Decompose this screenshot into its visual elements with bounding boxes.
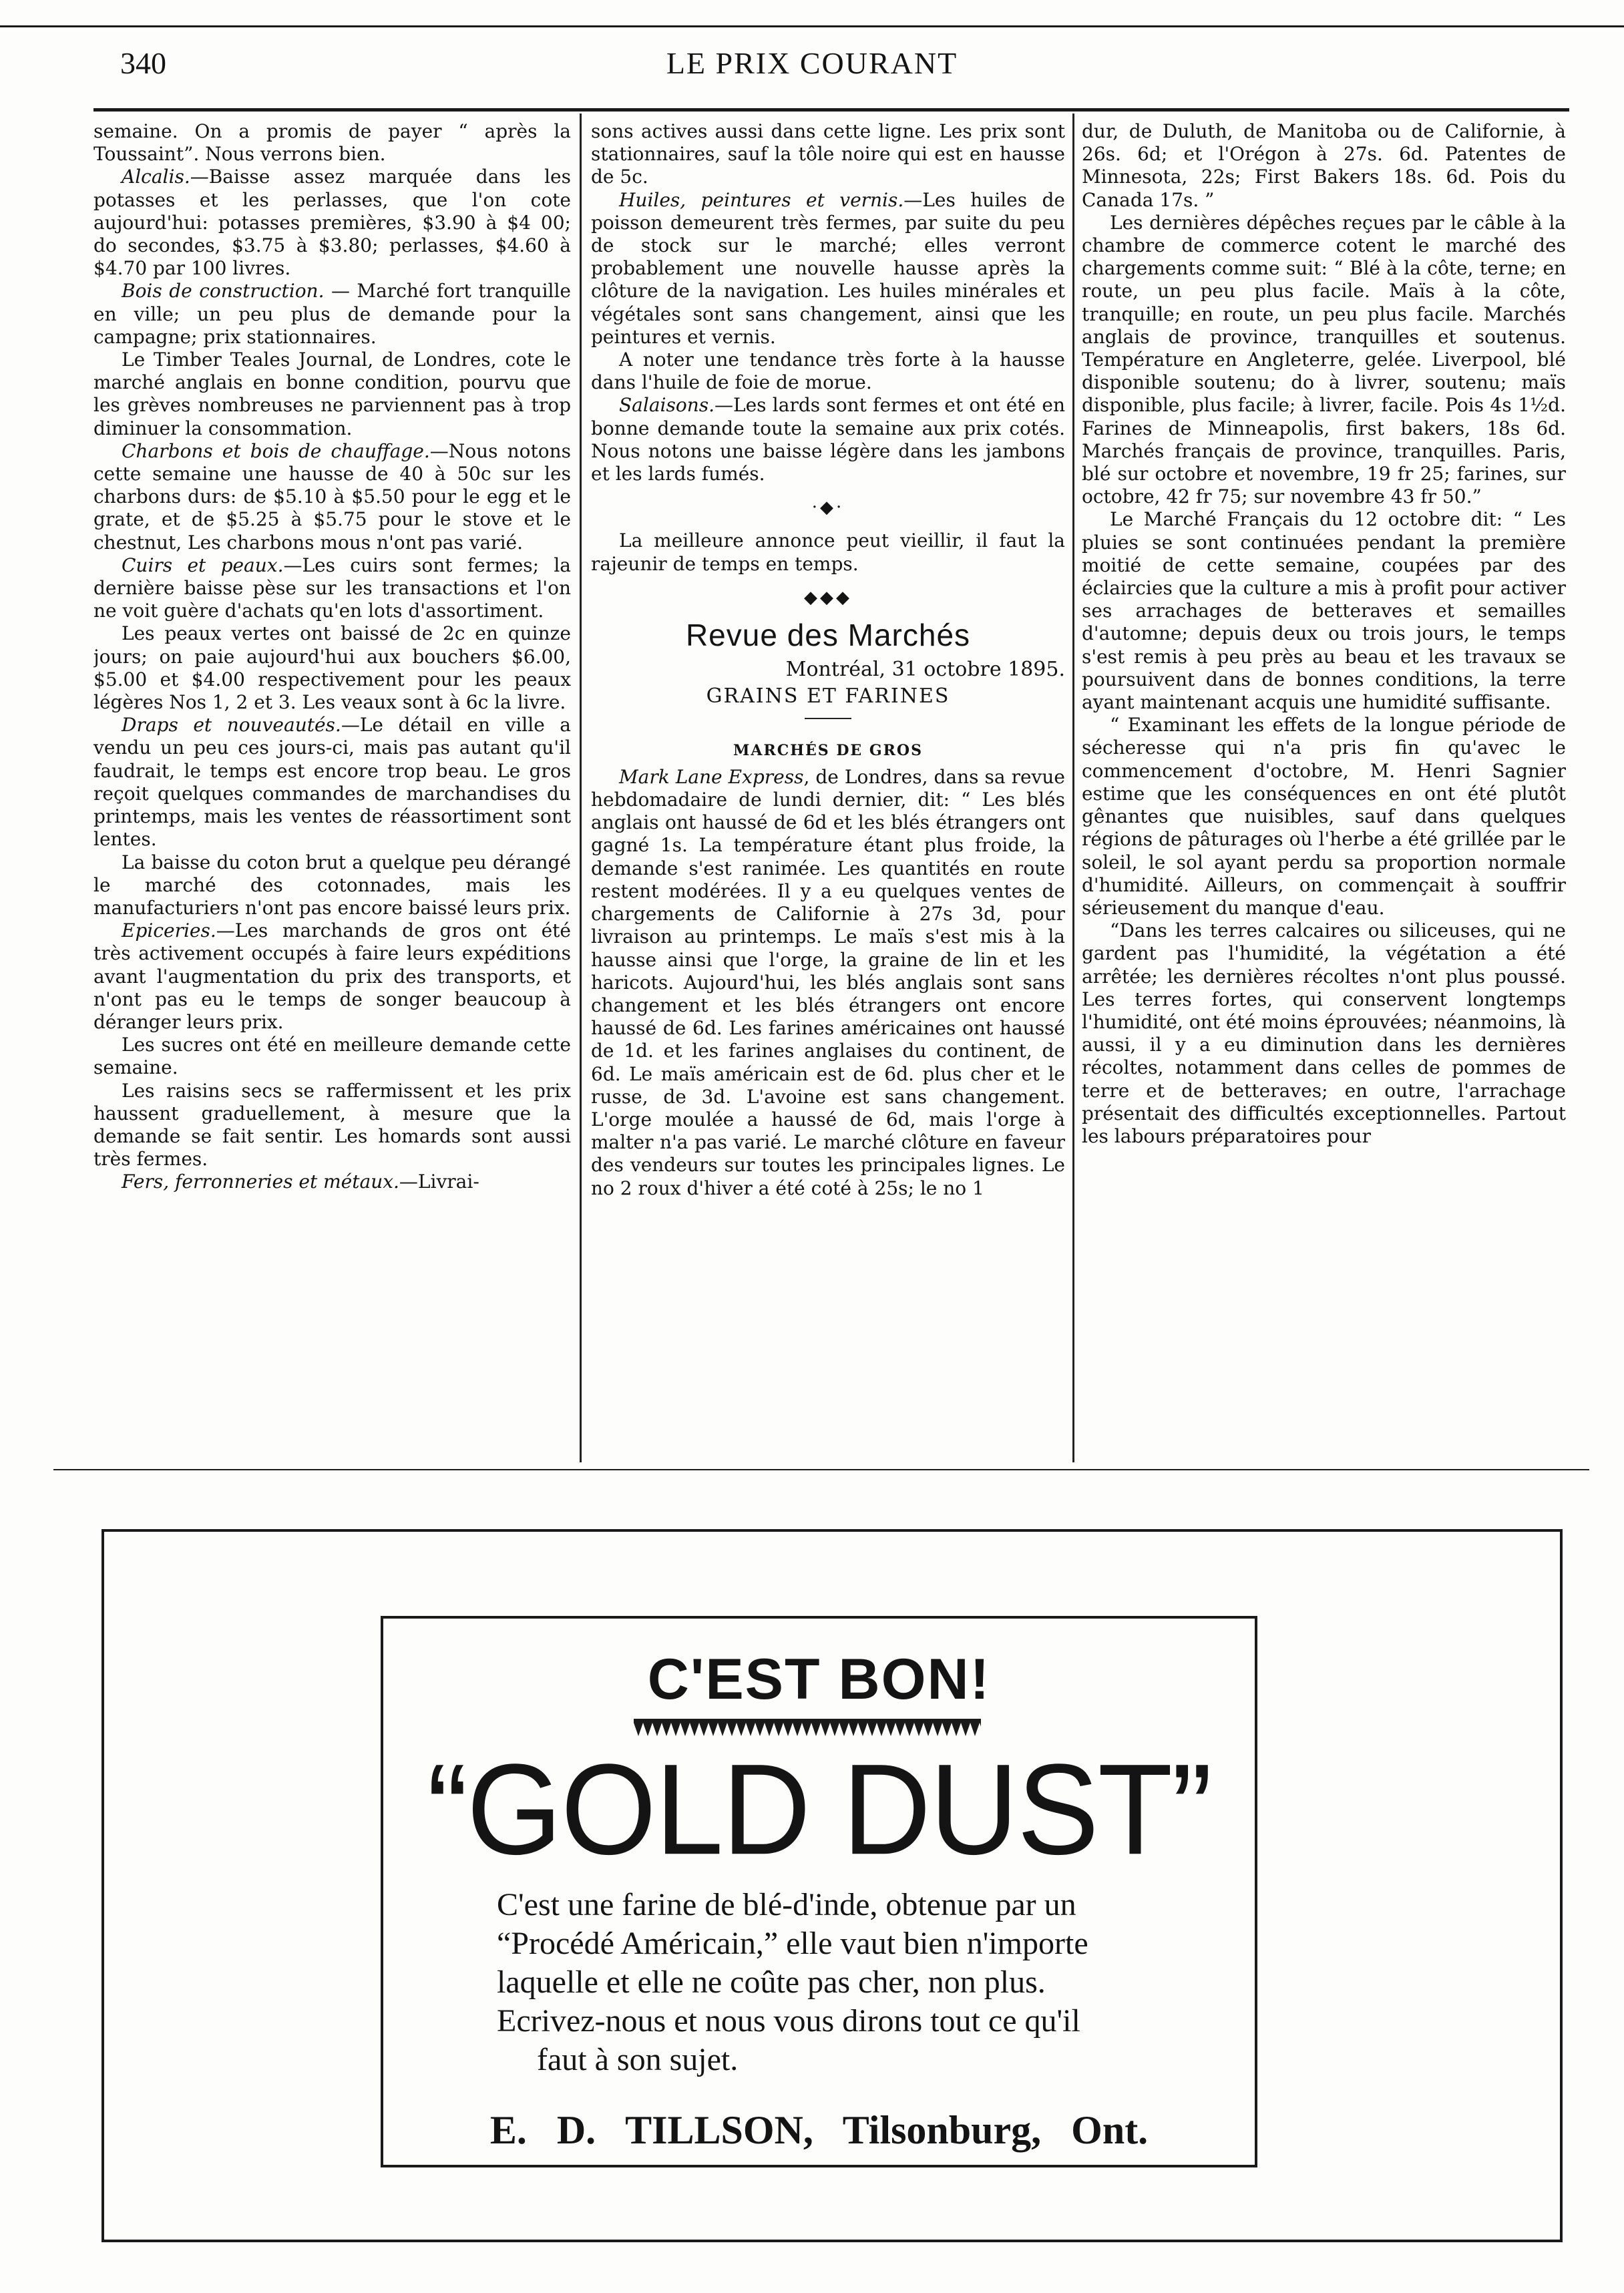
paragraph-text: — Marché fort tranquille en ville; un peu plus de demande pour la campagne; prix stationnaires. (93, 280, 571, 348)
paragraph (93, 349, 571, 440)
paragraph-text: Le Marché Français du 12 octobre dit: “ Les pluies se sont continuées pendant la première moitié de cette semaine, coupées par des éclaircies que la culture a mis à profit pour activer ses arrachages de betteraves et semailles d'automne; depuis deux ou trois jours, le temps s'est remis à peu près au beau et les travaux se poursuivent dans de bonnes conditions, la terre ayant maintenant acquis une humidité suffisante. (1082, 508, 1566, 714)
paragraph (93, 120, 571, 166)
zigzag-ornament (634, 1719, 981, 1737)
column-separator-2 (1072, 114, 1074, 1462)
paragraph-text: Les raisins secs se raffermissent et les prix haussent graduellement, à mesure que la demande se fait sentir. Les homards sont aussi très fermes. (93, 1079, 571, 1171)
paragraph (1082, 508, 1566, 714)
dateline: Montréal, 31 octobre 1895. (785, 658, 1065, 682)
paragraph-text: dur, de Duluth, de Manitoba ou de Californie, à 26s. 6d; et l'Orégon à 27s. 6d. Patentes de Minnesota, 22s; First Bakers 18s. 6d. Pois du Canada 17s. ” (1082, 120, 1566, 211)
paragraph-text: La baisse du coton brut a quelque peu dérangé le marché des cotonnades, mais les manufacturiers n'ont pas encore baissé leurs prix. (93, 851, 571, 919)
paragraph-lead: Huiles, peintures et vernis. (619, 188, 904, 211)
paragraph-lead: Salaisons. (619, 394, 715, 417)
paragraph-lead: Bois de construction. (122, 280, 325, 302)
header-rule (93, 108, 1569, 112)
paragraph-text: Le Timber Teales Journal, de Londres, cote le marché anglais en bonne condition, pourvu que les grèves nombreuses ne parviennent pas à trop diminuer la consommation. (93, 349, 571, 439)
columns-bottom-rule (53, 1469, 1589, 1470)
page-number: 340 (120, 46, 166, 80)
paragraph-text: —Nous notons cette semaine une hausse de 40 à 50c sur les charbons durs: de $5.10 à $5.50 pour le egg et le grate, et de $5.25 à $5.75 pour le stove et le chestnut, Les charbons mous n'ont pas varié. (93, 439, 571, 554)
paragraph (93, 919, 571, 1034)
paragraph (93, 1171, 571, 1193)
paragraph (1082, 919, 1566, 1148)
column-2 (591, 120, 1065, 1449)
page-header (0, 41, 1624, 95)
paragraph (1082, 212, 1566, 509)
paragraph-text: Les dernières dépêches reçues par le câble à la chambre de commerce cotent le marché des chargements comme suit: “ Blé à la côte, terne; en route, un peu plus facile. Maïs à la côte, tranquille; en route, un peu plus facile. Marchés anglais de province, tranquilles et soutenus. Température en Angleterre, gelée. Liverpool, blé disponible soutenu; do à livrer, soutenu; maïs disponible, plus facile; à livrer, facile. Pois 4s 1½d. Farines de Minneapolis, first bakers, 18s 6d. Marchés français de province, tranquilles. Paris, blé sur octobre et novembre, 19 fr 25; farines, sur octobre, 42 fr 75; sur novembre 43 fr 50.” (1082, 211, 1566, 508)
ad-body-line: Ecrivez-nous et nous vous dirons tout ce qu'il (497, 2003, 1080, 2039)
ad-headline: C'EST BON! (647, 1647, 991, 1711)
paragraph (93, 851, 571, 920)
short-rule (805, 718, 851, 719)
paragraph (93, 166, 571, 280)
running-title: LE PRIX COURANT (666, 46, 958, 80)
paragraph-text: —Les lards sont fermes et ont été en bonne demande toute la semaine aux prix cotés. Nous notons une baisse légère dans les jambons et les lards fumés. (591, 394, 1065, 485)
paragraph-text: “ Examinant les effets de la longue période de sécheresse qui n'a pris fin qu'avec le commencement d'octobre, M. Henri Sagnier estime que les conséquences en ont été plutôt gênantes que nuisibles, sauf dans quelques régions de pâturages où l'herbe a été grillée par le soleil, le sol ayant perdu sa proportion normale d'humidité. Ailleurs, on commençait à souffrir sérieusement du manque d'eau. (1082, 714, 1566, 919)
paragraph-text: —Livrai- (399, 1171, 479, 1193)
paragraph-lead: Charbons et bois de chauffage. (122, 439, 430, 462)
paragraph-text: —Le détail en ville a vendu un peu ces jours-ci, mais pas autant qu'il faudrait, le temps est encore trop beau. Le gros reçoit quelques commandes de marchandises du printemps, mais les ventes de réassortiment sont lentes. (93, 714, 571, 851)
column-2-top (591, 120, 1065, 485)
paragraph-lead: Cuirs et peaux. (122, 554, 284, 576)
paragraph (591, 189, 1065, 349)
paragraph (93, 554, 571, 623)
paragraph-lead: Alcalis. (122, 166, 190, 188)
ad-body-line: laquelle et elle ne coûte pas cher, non plus. (497, 1964, 1046, 2000)
ad-body-line: C'est une farine de blé-d'inde, obtenue par un (497, 1887, 1076, 1922)
paragraph (93, 622, 571, 714)
section-heading: GRAINS ET FARINES (706, 684, 950, 708)
paragraph-text: —Baisse assez marquée dans les potasses et les perlasses, que l'on cote aujourd'hui: potasses premières, $3.90 à $4 00; do secondes, $3.75 à $3.80; perlasses, $4.60 à $4.70 par 100 livres. (93, 166, 571, 280)
paragraph-text: Les sucres ont été en meilleure demande cette semaine. (93, 1034, 571, 1079)
paragraph (591, 766, 1065, 1200)
advertisement-box (381, 1616, 1257, 2167)
paragraph-text: , de Londres, dans sa revue hebdomadaire de lundi dernier, dit: “ Les blés anglais ont haussé de 6d et les blés étrangers ont gagné 1s. La température étant plus froide, la demande s'est ranimée. Les quantités en route restent modérées. Il y a eu quelques ventes de chargements de Californie à 27s 3d, pour livraison au printemps. Le maïs s'est mis à la hausse ainsi que l'orge, la graine de lin et les haricots. Aujourd'hui, les blés anglais sont sans changement et les blés étrangers ont encore haussé de 6d. Les farines américaines ont haussé de 1d. et les farines anglaises du continent, de 6d. Le maïs américain est de 6d. plus cher et le russe, de 3d. L'avoine est sans changement. L'orge moulée a haussé de 6d, mais l'orge à malter n'a pas varié. Le marché clôture en faveur des vendeurs sur toutes les principales lignes. Le no 2 roux d'hiver a été coté à 25s; le no 1 (591, 765, 1065, 1199)
ad-signature: E. D. TILLSON, Tilsonburg, Ont. (489, 2108, 1149, 2152)
market-review-title: Revue des Marchés (685, 618, 971, 653)
ornament: ·◆· (811, 497, 845, 518)
paragraph-lead: Fers, ferronneries et métaux. (122, 1171, 399, 1193)
ornament: ◆◆◆ (804, 587, 852, 608)
ad-body-line: faut à son sujet. (537, 2042, 739, 2077)
filler-quote: La meilleure annonce peut vieillir, il faut la rajeunir de temps en temps. (591, 530, 1065, 575)
paragraph-text: sons actives aussi dans cette ligne. Les prix sont stationnaires, sauf la tôle noire qui est en hausse de 5c. (591, 120, 1065, 188)
column-1 (93, 120, 571, 1449)
ad-body (497, 1886, 1165, 2079)
paragraph-lead: Draps et nouveautés. (122, 714, 341, 737)
paragraph-text: Les peaux vertes ont baissé de 2c en quinze jours; on paie aujourd'hui aux bouchers $6.00, $5.00 et $4.00 respectivement pour les peaux légères Nos 1, 2 et 3. Les veaux sont à 6c la livre. (93, 622, 571, 714)
paragraph-text: —Les marchands de gros ont été très activement occupés à faire leurs expéditions avant l'augmentation du prix des transports, et n'ont pas eu le temps de songer beaucoup à déranger leurs prix. (93, 919, 571, 1033)
paragraph (591, 394, 1065, 485)
paragraph (591, 120, 1065, 189)
paragraph (93, 714, 571, 851)
column-3 (1082, 120, 1566, 1449)
ad-body-line: “Procédé Américain,” elle vaut bien n'importe (497, 1926, 1088, 1961)
paragraph (591, 349, 1065, 394)
paragraph (1082, 120, 1566, 212)
subsection-heading: MARCHÉS DE GROS (733, 741, 923, 759)
column-2-bottom (591, 766, 1065, 1200)
paragraph (93, 1080, 571, 1171)
paragraph-text: semaine. On a promis de payer “ après la Toussaint”. Nous verrons bien. (93, 120, 571, 166)
paragraph-text: —Les huiles de poisson demeurent très fermes, par suite du peu de stock sur le marché; elles verront probablement une nouvelle hausse après la clôture de la navigation. Les huiles minérales et végétales sont sans changement, ainsi que les peintures et vernis. (591, 188, 1065, 348)
paragraph-lead: Epiceries. (122, 919, 216, 942)
column-separator-1 (580, 114, 582, 1462)
paragraph-text: “Dans les terres calcaires ou siliceuses, qui ne gardent pas l'humidité, la végétation a été arrêtée; les dernières récoltes n'ont plus poussé. Les terres fortes, qui conservent longtemps l'humidité, ont été moins éprouvées; néanmoins, là aussi, il y a eu diminution dans les dernières récoltes, notamment dans celles de pommes de terre et de betteraves; en outre, l'arrachage présentait des difficultés exceptionnelles. Partout les labours préparatoires pour (1082, 919, 1566, 1147)
paragraph (1082, 714, 1566, 919)
paragraph (93, 440, 571, 554)
paragraph-lead: Mark Lane Express (619, 765, 804, 788)
paragraph (93, 280, 571, 349)
paragraph-text: —Les cuirs sont fermes; la dernière baisse pèse sur les transactions et l'on ne voit guère d'achats qu'en lots d'assortiment. (93, 554, 571, 622)
paragraph-text: A noter une tendance très forte à la hausse dans l'huile de foie de morue. (591, 349, 1065, 394)
ad-brand-name: “GOLD DUST” (427, 1736, 1211, 1882)
paragraph (93, 1034, 571, 1079)
top-rule (0, 25, 1624, 27)
